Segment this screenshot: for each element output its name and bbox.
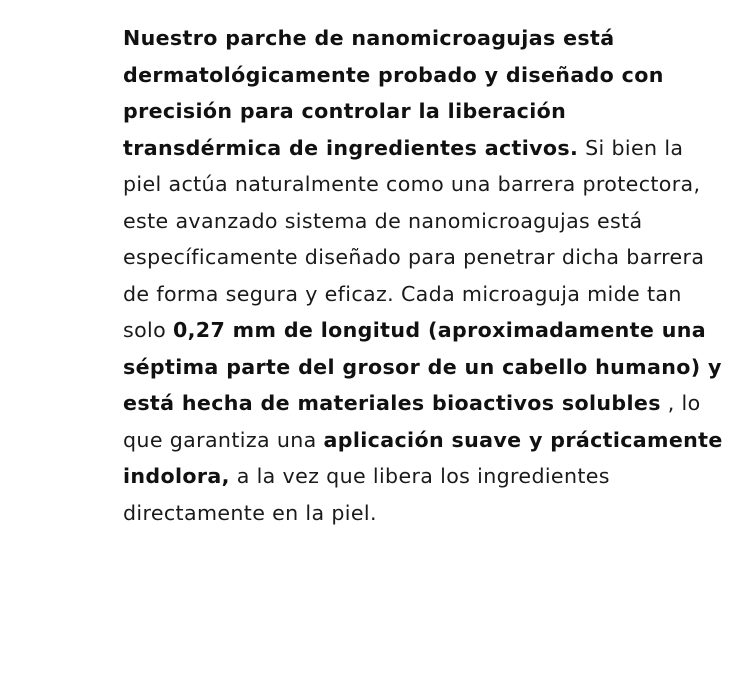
text-ingredient-release: a la vez que libera los ingredientes directamente en la piel. [123, 464, 610, 525]
bold-needle-size-detail: 0,27 mm de longitud (aproximadamente una séptima parte del grosor de un cabello humano) y está hecha de materiales bioactivos solubles [123, 318, 722, 415]
text-guarantee-connector: , lo que garantiza una [123, 391, 701, 452]
bold-painless-application: aplicación suave y prácticamente indolora, [123, 427, 723, 488]
text-barrier-explanation: Si bien la piel actúa naturalmente como una barrera protectora, este avanzado sistema de nanomicroagujas está específicamente diseñado para penetrar dicha barrera de forma segura y eficaz. Cada microaguja mide tan solo [123, 135, 705, 342]
body-paragraph [123, 20, 723, 531]
bold-intro-statement: Nuestro parche de nanomicroagujas está dermatológicamente probado y diseñado con precisión para controlar la liberación transdérmica de ingredientes activos. [123, 26, 664, 160]
